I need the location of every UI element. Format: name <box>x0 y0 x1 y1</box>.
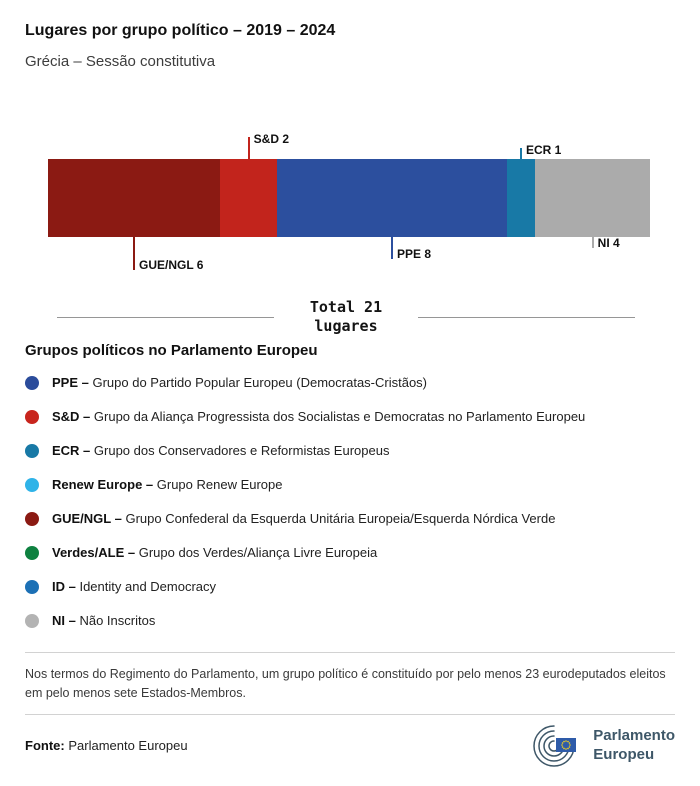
legend-color-dot <box>25 444 39 458</box>
eu-flag-icon <box>556 738 576 752</box>
bar-segment-ni <box>535 159 650 237</box>
legend-item <box>25 613 675 628</box>
source-line <box>25 738 188 753</box>
european-parliament-logo <box>525 723 675 769</box>
legend-list <box>25 375 675 628</box>
legend-item-label: PPE – Grupo do Partido Popular Europeu (Democratas-Cristãos) <box>52 375 428 390</box>
logo-text-line1: Parlamento <box>593 727 675 744</box>
page-subtitle: Grécia – Sessão constitutiva <box>25 53 216 70</box>
legend-item <box>25 579 675 594</box>
bar-segment-ecr <box>507 159 536 237</box>
callout-label-ppe: PPE 8 <box>396 247 432 261</box>
callout-label-s-d: S&D 2 <box>253 132 289 146</box>
legend-color-dot <box>25 546 39 560</box>
legend-item <box>25 511 675 526</box>
separator-top <box>25 652 675 653</box>
legend-item <box>25 409 675 424</box>
european-parliament-logo-mark <box>525 723 583 769</box>
legend-color-dot <box>25 512 39 526</box>
legend-item <box>25 443 675 458</box>
legend-color-dot <box>25 580 39 594</box>
total-row <box>57 298 635 336</box>
legend-item-label: Renew Europe – Grupo Renew Europe <box>52 477 283 492</box>
callout-line-gue-ngl <box>133 237 135 270</box>
page-title: Lugares por grupo político – 2019 – 2024 <box>25 22 336 39</box>
legend-item-label: NI – Não Inscritos <box>52 613 156 628</box>
footnote: Nos termos do Regimento do Parlamento, um grupo político é constituído por pelo menos 23 eurodeputados eleitos em pelo menos sete Estados-Membros. <box>25 667 666 701</box>
stacked-bar <box>48 159 650 237</box>
legend-item-label: ECR – Grupo dos Conservadores e Reformistas Europeus <box>52 443 390 458</box>
total-sublabel: lugares <box>314 317 378 335</box>
bar-segment-s-d <box>220 159 277 237</box>
callout-line-ni <box>592 237 594 248</box>
logo-text <box>593 727 675 765</box>
seats-stacked-bar-chart <box>48 104 650 276</box>
bar-segment-gue-ngl <box>48 159 220 237</box>
callout-line-s-d <box>248 137 250 159</box>
legend-color-dot <box>25 376 39 390</box>
legend-item-label: S&D – Grupo da Aliança Progressista dos Socialistas e Democratas no Parlamento Europeu <box>52 409 586 424</box>
source-label: Fonte: <box>25 738 65 754</box>
callout-line-ppe <box>391 237 393 259</box>
footer <box>25 723 675 769</box>
legend-item-label: ID – Identity and Democracy <box>52 579 217 594</box>
total-divider-left <box>57 317 274 318</box>
logo-text-line2: Europeu <box>593 745 655 763</box>
total-label: Total 21 <box>309 298 383 316</box>
separator-bottom <box>25 714 675 715</box>
total-divider-right <box>418 317 635 318</box>
legend-item-label: GUE/NGL – Grupo Confederal da Esquerda Unitária Europeia/Esquerda Nórdica Verde <box>52 511 556 526</box>
callout-label-ni: NI 4 <box>597 236 620 250</box>
total-text <box>310 298 382 336</box>
legend-item <box>25 545 675 560</box>
legend-item <box>25 477 675 492</box>
callout-label-gue-ngl: GUE/NGL 6 <box>138 258 204 272</box>
legend-color-dot <box>25 614 39 628</box>
legend-color-dot <box>25 478 39 492</box>
legend-color-dot <box>25 410 39 424</box>
callout-label-ecr: ECR 1 <box>526 143 562 157</box>
legend-item-label: Verdes/ALE – Grupo dos Verdes/Aliança Livre Europeia <box>52 545 378 560</box>
callout-line-ecr <box>520 148 522 159</box>
legend-heading: Grupos políticos no Parlamento Europeu <box>25 342 318 359</box>
bar-segment-ppe <box>277 159 506 237</box>
source-value: Parlamento Europeu <box>68 738 188 754</box>
legend-item <box>25 375 675 390</box>
